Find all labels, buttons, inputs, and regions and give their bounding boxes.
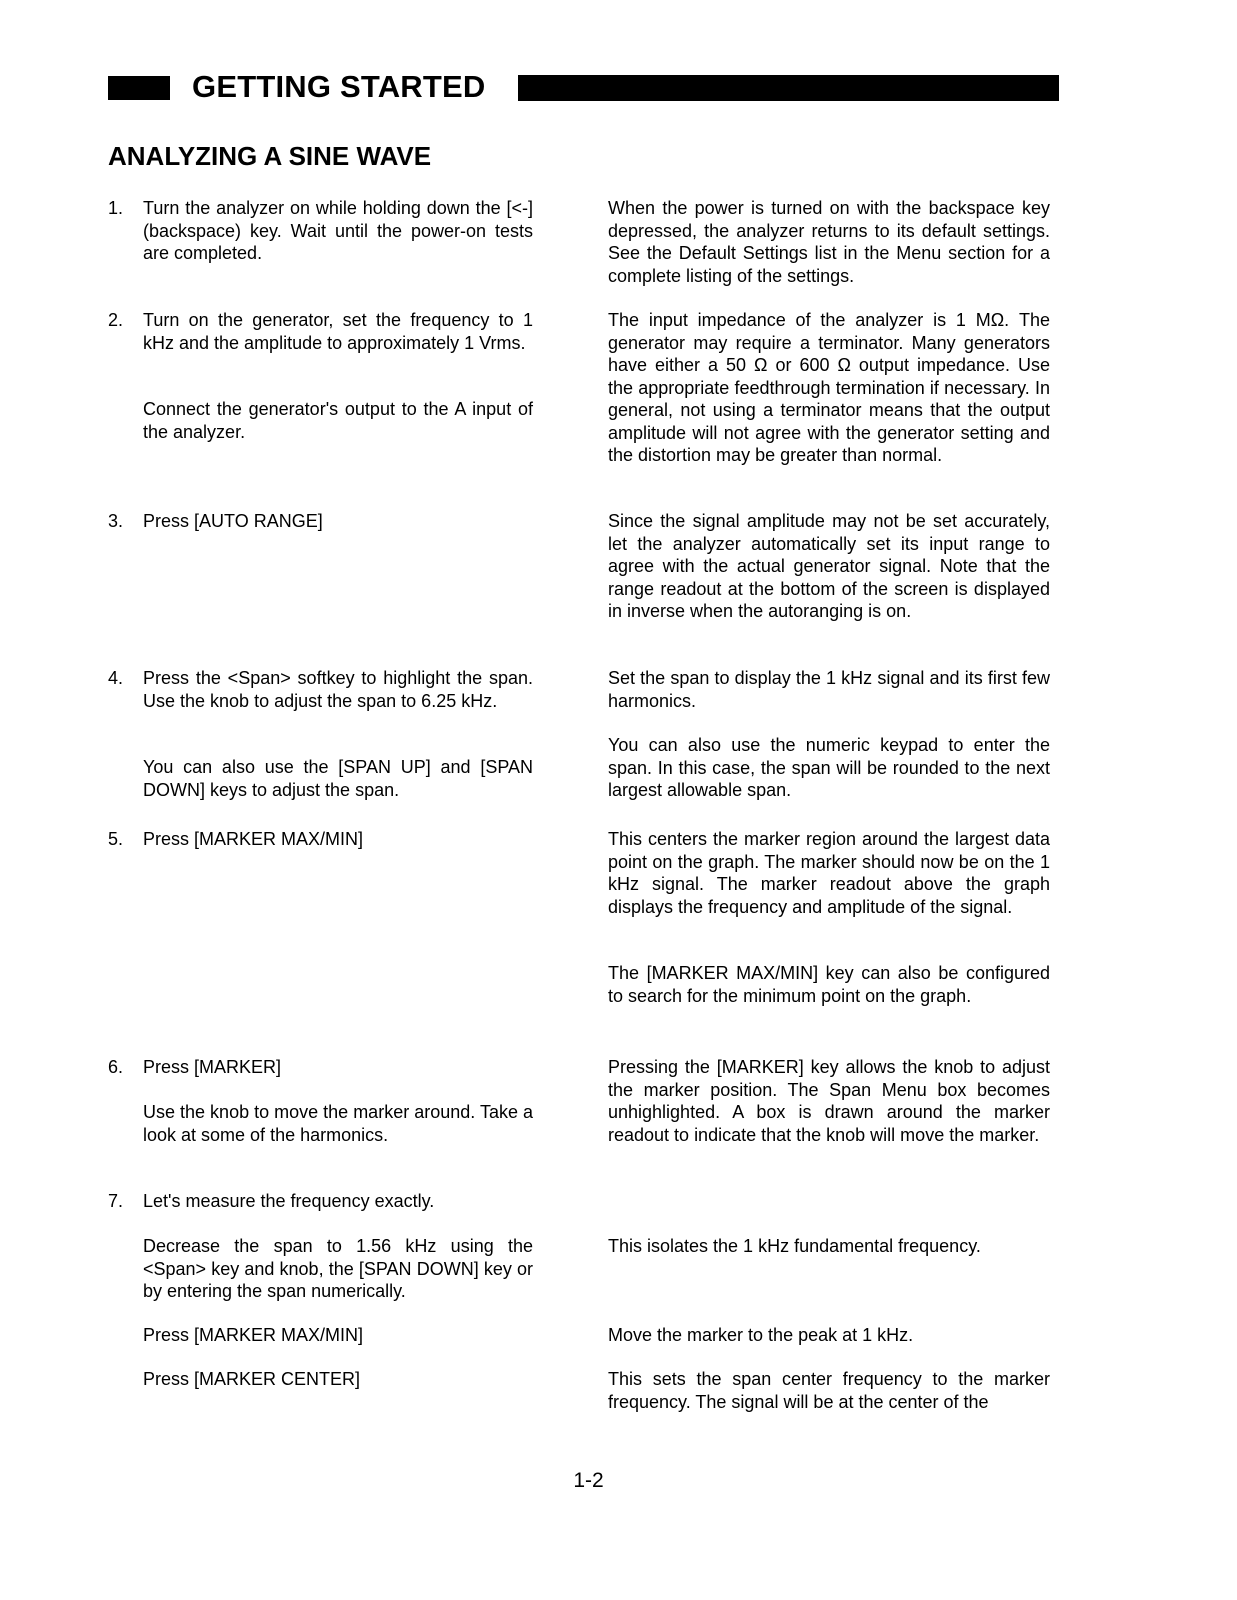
- step-7-note-span: This isolates the 1 kHz fundamental frequency.: [608, 1236, 981, 1256]
- step-7-note-center: This sets the span center frequency to the marker frequency. The signal will be at the center of the: [608, 1369, 1050, 1412]
- step-7-number: 7.: [108, 1191, 124, 1211]
- step-6-instruction-cont: Use the knob to move the marker around. Take a look at some of the harmonics.: [143, 1102, 533, 1145]
- header-bar-right: [518, 75, 1059, 101]
- step-7-instruction-center: Press [MARKER CENTER]: [143, 1369, 361, 1389]
- step-4-instruction-cont: You can also use the [SPAN UP] and [SPAN DOWN] keys to adjust the span.: [143, 757, 533, 800]
- step-5-note: This centers the marker region around the largest data point on the graph. The marker should now be on the 1 kHz signal. The marker readout above the graph displays the frequency and amplitude of the signal.: [608, 829, 1050, 917]
- step-5-instruction: Press [MARKER MAX/MIN]: [143, 829, 364, 849]
- step-2-number: 2.: [108, 310, 124, 330]
- step-7-instruction-max-min: Press [MARKER MAX/MIN]: [143, 1325, 364, 1345]
- step-3-number: 3.: [108, 511, 124, 531]
- step-2-instruction: Turn on the generator, set the frequency to 1 kHz and the amplitude to approximately 1 Vrms.: [143, 310, 533, 353]
- step-6-instruction: Press [MARKER]: [143, 1057, 282, 1077]
- step-6-note: Pressing the [MARKER] key allows the knob to adjust the marker position. The Span Menu box becomes unhighlighted. A box is drawn around the marker readout to indicate that the knob will move the marker.: [608, 1057, 1050, 1145]
- step-3-note: Since the signal amplitude may not be set accurately, let the analyzer automatically set its input range to agree with the actual generator signal. Note that the range readout at the bottom of the screen is displayed in inverse when the autoranging is on.: [608, 511, 1050, 621]
- step-7-instruction-span: Decrease the span to 1.56 kHz using the <Span> key and knob, the [SPAN DOWN] key or by entering the span numerically.: [143, 1236, 533, 1301]
- step-4-note: Set the span to display the 1 kHz signal and its first few harmonics.: [608, 668, 1050, 711]
- header-bar-left: [108, 76, 170, 100]
- step-4-note-cont: You can also use the numeric keypad to enter the span. In this case, the span will be rounded to the next largest allowable span.: [608, 735, 1050, 800]
- page-header-title: GETTING STARTED: [192, 69, 486, 104]
- step-1-note: When the power is turned on with the backspace key depressed, the analyzer returns to its default settings. See the Default Settings list in the Menu section for a complete listing of the settings.: [608, 198, 1050, 286]
- step-2-note: The input impedance of the analyzer is 1 MΩ. The generator may require a terminator. Many generators have either a 50 Ω or 600 Ω output impedance. Use the appropriate feedthrough termination if necessary. In general, not using a terminator means that the output amplitude will not agree with the generator setting and the distortion may be greater than normal.: [608, 310, 1050, 465]
- step-4-number: 4.: [108, 668, 124, 688]
- page-number: 1-2: [573, 1469, 604, 1492]
- step-7-note-max-min: Move the marker to the peak at 1 kHz.: [608, 1325, 914, 1345]
- step-7-instruction: Let's measure the frequency exactly.: [143, 1191, 435, 1211]
- step-6-number: 6.: [108, 1057, 124, 1077]
- step-5-number: 5.: [108, 829, 124, 849]
- step-5-note-cont: The [MARKER MAX/MIN] key can also be configured to search for the minimum point on the graph.: [608, 963, 1050, 1006]
- step-2-instruction-cont: Connect the generator's output to the A input of the analyzer.: [143, 399, 533, 442]
- step-1-instruction: Turn the analyzer on while holding down the [<-] (backspace) key. Wait until the power-on tests are completed.: [143, 198, 533, 263]
- step-4-instruction: Press the <Span> softkey to highlight the span. Use the knob to adjust the span to 6.25 kHz.: [143, 668, 533, 711]
- step-3-instruction: Press [AUTO RANGE]: [143, 511, 323, 531]
- step-1-number: 1.: [108, 198, 124, 218]
- section-title: ANALYZING A SINE WAVE: [108, 141, 432, 171]
